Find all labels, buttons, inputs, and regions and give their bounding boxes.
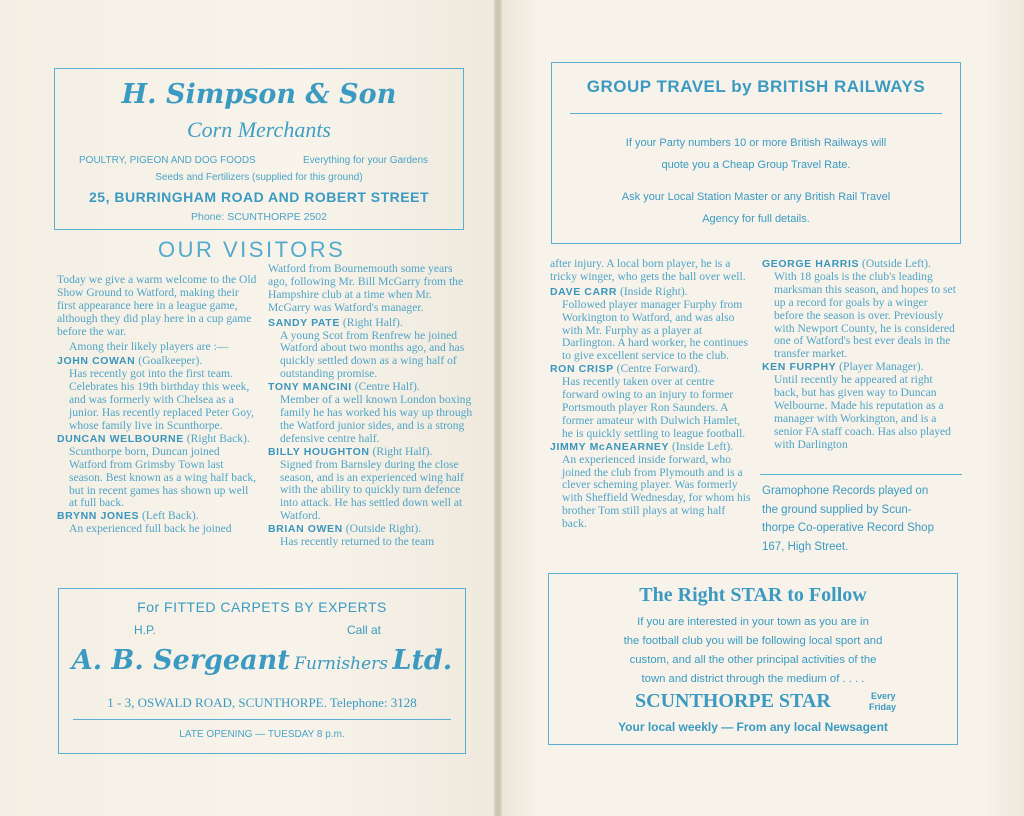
player-heading <box>57 433 257 446</box>
player-position: (Right Half). <box>372 444 433 458</box>
page-gutter <box>494 0 502 816</box>
player-heading <box>268 317 473 330</box>
player-name: KEN FURPHY <box>762 361 837 374</box>
visitors-column-4 <box>762 258 960 452</box>
simpson-line2: Seeds and Fertilizers (supplied for this ground) <box>155 172 363 183</box>
player-description: Has recently returned to the team <box>280 535 435 549</box>
rail-line4: Agency for full details. <box>702 213 810 225</box>
simpson-line1-left: POULTRY, PIGEON AND DOG FOODS <box>79 155 256 166</box>
player-name: JIMMY McANEARNEY <box>550 440 670 453</box>
player-name: BILLY HOUGHTON <box>268 445 370 458</box>
star-line1: If you are interested in your town as you are in <box>637 616 869 628</box>
records-line1: Gramophone Records played on <box>762 485 929 497</box>
player-description: An experienced inside forward, who joined the club from Plymouth and is a clever scheming player. Was formerly with Sheffield Wednesday, for whom his brother Tom still plays at wing half back. <box>562 452 751 531</box>
star-line2: the football club you will be following local sport and <box>623 635 883 647</box>
player-heading <box>268 446 473 459</box>
player-position: (Centre Forward). <box>616 362 701 376</box>
carpets-divider <box>73 719 451 720</box>
star-line3: custom, and all the other principal activities of the <box>629 654 877 666</box>
star-line4: town and district through the medium of . . . . <box>641 673 865 685</box>
player-description: Member of a well known London boxing family he has worked his way up through the Watford junior sides, and is a strong defensive centre half. <box>280 393 473 445</box>
records-top-rule <box>760 474 962 475</box>
player-position: (Centre Half). <box>354 380 420 394</box>
player-name: BRYNN JONES <box>57 510 140 523</box>
player-description: With 18 goals is the club's leading marksman this season, and hopes to set up a record for goals by a winger before the season is over. Previously with Newport County, he is considered one of Watford's best ever deals in the transfer market. <box>774 269 956 361</box>
records-line4: 167, High Street. <box>762 540 849 553</box>
visitors-column-3 <box>550 258 752 531</box>
visitors-paragraph: after injury. A local born player, he is a tricky winger, who gets the ball over well. <box>550 257 746 283</box>
simpson-address: 25, BURRINGHAM ROAD AND ROBERT STREET <box>89 189 429 205</box>
star-paper-name: SCUNTHORPE STAR <box>635 690 831 712</box>
player-description: Followed player manager Furphy from Workington to Watford, and was also with Mr. Furphy as a player at Darlington. A hard worker, he continues to give excellent service to the club. <box>562 297 748 363</box>
star-every: Every <box>871 691 896 701</box>
star-title: The Right STAR to Follow <box>639 584 867 606</box>
player-position: (Goalkeeper). <box>138 354 203 368</box>
player-description: An experienced full back he joined <box>69 522 232 536</box>
player-name: GEORGE HARRIS <box>762 258 860 270</box>
rail-line3: Ask your Local Station Master or any British Rail Travel <box>621 191 891 203</box>
player-heading <box>762 258 960 271</box>
carpets-advert <box>58 588 466 754</box>
visitors-heading: OUR VISITORS <box>158 237 346 262</box>
star-friday: Friday <box>869 702 897 712</box>
player-name: JOHN COWAN <box>57 355 136 368</box>
simpson-advert <box>54 68 464 230</box>
star-tagline: Your local weekly — From any local Newsagent <box>618 720 888 734</box>
carpets-headline: For FITTED CARPETS BY EXPERTS <box>137 599 387 615</box>
player-description: Signed from Barnsley during the close season, and is an experienced wing half with the ability to quickly turn defence into attack. He has settled down well at Watford. <box>280 457 464 523</box>
rail-line2: quote you a Cheap Group Travel Rate. <box>661 159 851 171</box>
carpets-logo <box>59 645 465 676</box>
carpets-furnishers: Furnishers <box>294 654 389 674</box>
player-name: RON CRISP <box>550 363 614 376</box>
player-description: A young Scot from Renfrew he joined Watford about two months ago, and has quickly settled down as a wing half of outstanding promise. <box>280 328 465 381</box>
player-description: Has recently got into the first team. Celebrates his 19th birthday this week, and was formerly with Chelsea as a junior. Has recently replaced Peter Goy, whose family live in Scunthorpe. <box>69 367 255 432</box>
player-description: Until recently he appeared at right back, but has given way to Duncan Welbourne. Made his reputation as a manager with Workington, and is a senior FA staff coach. Has also played with Darlington <box>774 373 951 451</box>
star-advert <box>548 573 958 745</box>
player-position: (Inside Left). <box>672 439 734 453</box>
player-position: (Outside Right). <box>345 522 422 536</box>
records-line2: the ground supplied by Scun- <box>762 503 912 516</box>
records-notice <box>762 482 962 556</box>
player-name: BRIAN OWEN <box>268 523 343 536</box>
rail-title-rule <box>570 113 942 114</box>
simpson-trade: Corn Merchants <box>186 117 331 142</box>
player-name: TONY MANCINI <box>268 381 352 394</box>
player-position: (Inside Right). <box>619 284 688 298</box>
visitors-column-1 <box>57 274 257 536</box>
player-heading <box>550 286 752 299</box>
simpson-name: H. Simpson & Son <box>121 79 397 110</box>
carpets-late-opening: LATE OPENING — TUESDAY 8 p.m. <box>179 729 345 740</box>
carpets-call: Call at <box>347 623 382 637</box>
simpson-line1-right: Everything for your Gardens <box>303 155 429 166</box>
visitors-column-2 <box>268 263 473 549</box>
rail-line1: If your Party numbers 10 or more British Railways will <box>625 137 887 149</box>
player-name: DAVE CARR <box>550 285 618 298</box>
carpets-ltd: Ltd. <box>392 645 453 676</box>
player-position: (Right Half). <box>342 315 403 329</box>
carpets-name: A. B. Sergeant <box>71 645 290 676</box>
carpets-hp: H.P. <box>134 623 156 637</box>
records-line3: thorpe Co-operative Record Shop <box>762 522 934 534</box>
player-heading <box>550 441 752 454</box>
visitors-paragraph: Today we give a warm welcome to the Old Show Ground to Watford, making their first appearance here in a league game, although they did play here in a cup game before the war. <box>57 273 257 338</box>
carpets-address: 1 - 3, OSWALD ROAD, SCUNTHORPE. Telephone: 3128 <box>107 695 417 710</box>
player-position: (Player Manager). <box>839 360 924 374</box>
player-position: (Outside Left). <box>861 257 931 270</box>
visitors-paragraph: Among their likely players are :— <box>69 339 229 353</box>
player-description: Has recently taken over at centre forward owing to an injury to former Portsmouth player Ron Saunders. A former amateur with Dulwich Hamlet, he is quickly settling to league football. <box>562 375 746 440</box>
simpson-phone: Phone: SCUNTHORPE 2502 <box>191 211 327 223</box>
rail-advert <box>551 62 961 244</box>
visitors-paragraph: Watford from Bournemouth some years ago, following Mr. Bill McGarry from the Hampshire club at a time when Mr. McGarry was Watford's manager. <box>268 262 464 314</box>
player-name: SANDY PATE <box>268 316 340 329</box>
rail-title: GROUP TRAVEL by BRITISH RAILWAYS <box>586 77 926 96</box>
player-description: Scunthorpe born, Duncan joined Watford from Grimsby Town last season. Best known as a wing half back, but in recent games has shown up well at full back. <box>69 444 257 510</box>
player-position: (Left Back). <box>141 509 199 523</box>
player-position: (Right Back). <box>186 431 250 445</box>
player-name: DUNCAN WELBOURNE <box>57 432 184 445</box>
